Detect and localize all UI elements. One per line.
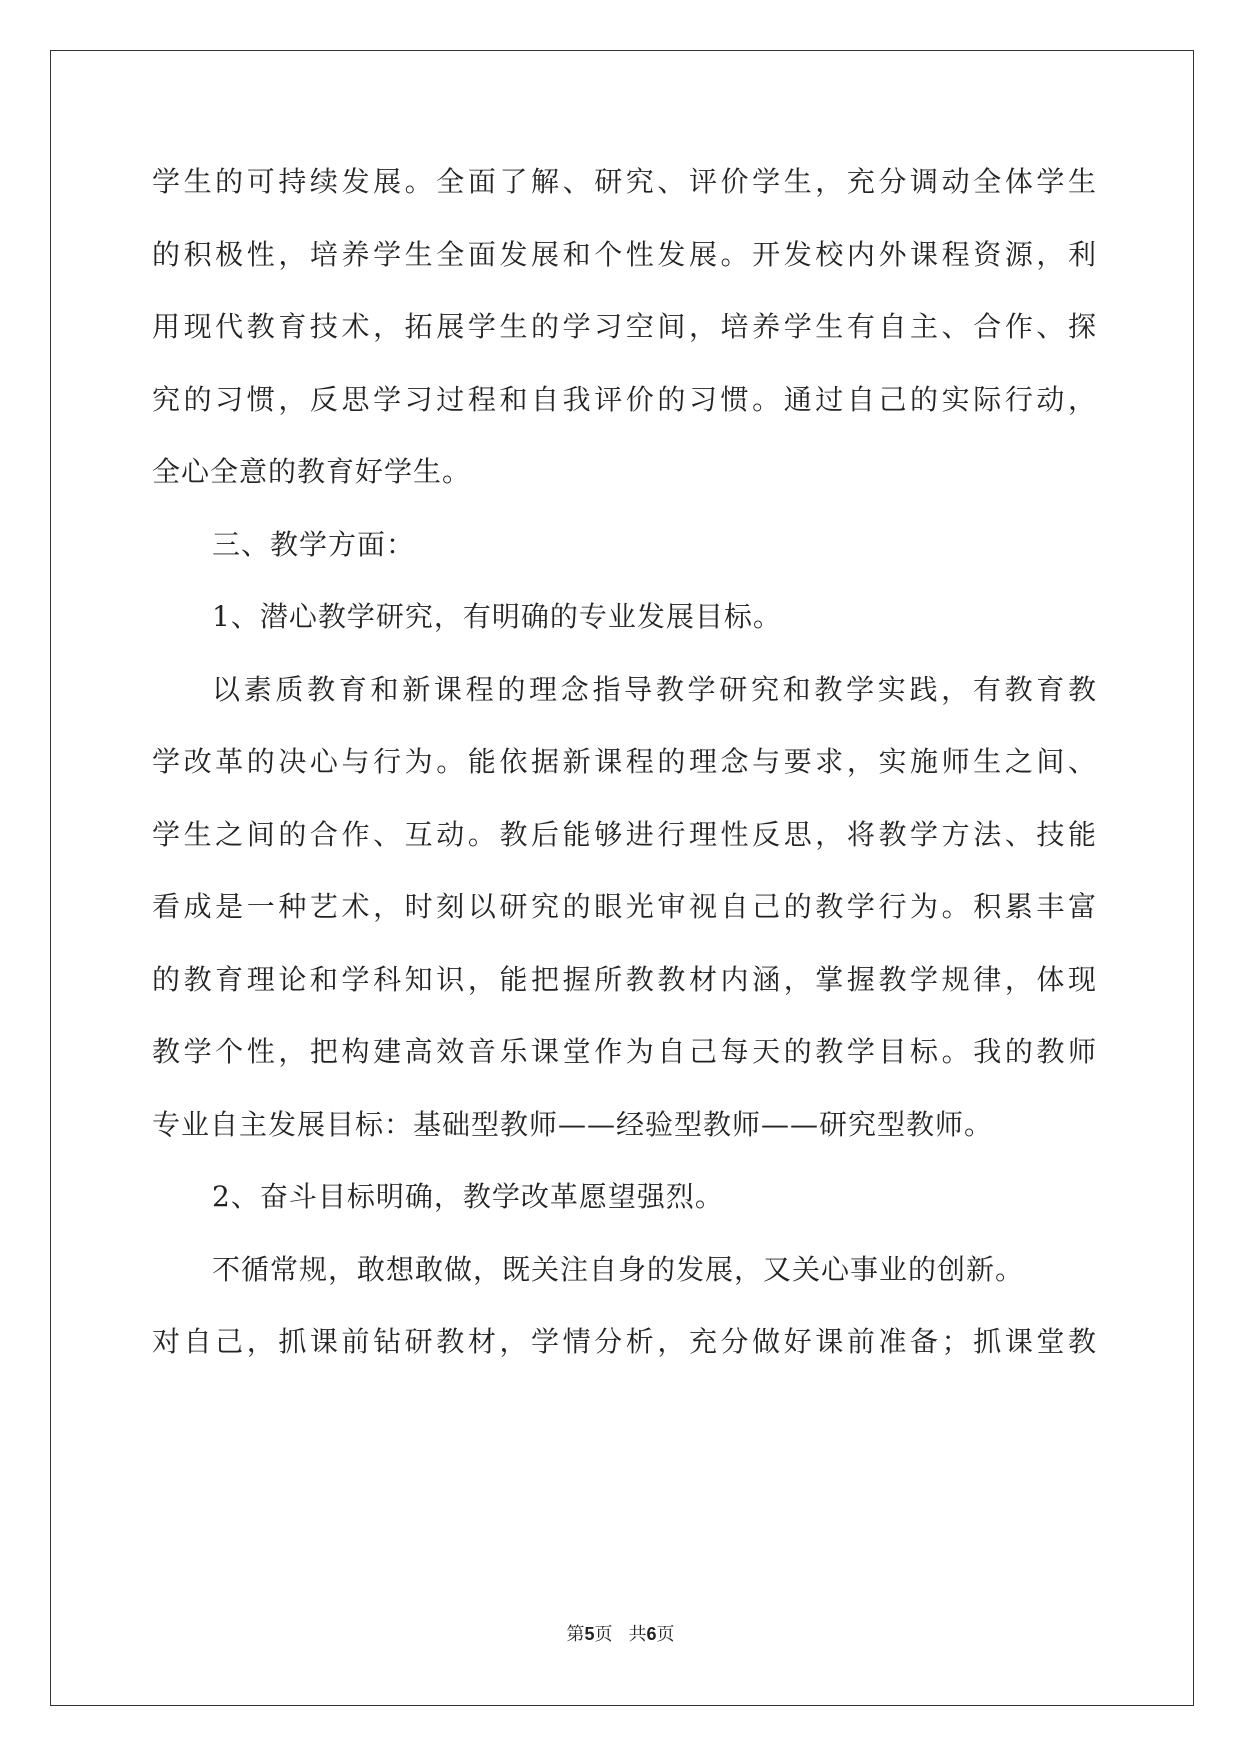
page-prefix: 第	[566, 1624, 585, 1645]
text-line: 不循常规，敢想敢做，既关注自身的发展，又关心事业的创新。	[212, 1252, 1025, 1286]
subsection-heading: 2、奋斗目标明确，教学改革愿望强烈。	[212, 1180, 724, 1213]
text-line: 对自己，抓课前钻研教材，学情分析，充分做好课前准备；抓课堂教	[152, 1325, 1097, 1358]
total-pages: 6	[646, 1624, 657, 1644]
text-line: 究的习惯，反思学习过程和自我评价的习惯。通过自己的实际行动，	[152, 382, 1097, 416]
text-line: 看成是一种艺术，时刻以研究的眼光审视自己的教学行为。积累丰富	[152, 890, 1097, 923]
text-line: 教学个性，把构建高效音乐课堂作为自己每天的教学目标。我的教师	[152, 1035, 1097, 1068]
text-line: 专业自主发展目标：基础型教师——经验型教师——研究型教师。	[152, 1107, 994, 1141]
total-prefix: 共	[628, 1624, 647, 1645]
page-footer	[0, 1620, 1241, 1646]
text-line: 的积极性，培养学生全面发展和个性发展。开发校内外课程资源，利	[152, 237, 1097, 271]
text-line: 的教育理论和学科知识，能把握所教教材内涵，掌握教学规律，体现	[152, 962, 1097, 996]
page-suffix: 页	[594, 1624, 613, 1645]
text-line: 用现代教育技术，拓展学生的学习空间，培养学生有自主、合作、探	[152, 310, 1097, 343]
total-suffix: 页	[656, 1624, 675, 1645]
document-body	[152, 164, 1097, 1397]
text-line: 学生之间的合作、互动。教后能够进行理性反思，将教学方法、技能	[152, 817, 1097, 851]
text-line: 以素质教育和新课程的理念指导教学研究和教学实践，有教育教	[212, 672, 1097, 706]
page-number: 5	[584, 1624, 595, 1644]
text-line: 全心全意的教育好学生。	[152, 455, 472, 488]
text-line: 学改革的决心与行为。能依据新课程的理念与要求，实施师生之间、	[152, 745, 1097, 778]
text-line: 学生的可持续发展。全面了解、研究、评价学生，充分调动全体学生	[152, 165, 1097, 198]
section-heading: 三、教学方面：	[212, 527, 416, 561]
subsection-heading: 1、潜心教学研究，有明确的专业发展目标。	[212, 600, 782, 633]
